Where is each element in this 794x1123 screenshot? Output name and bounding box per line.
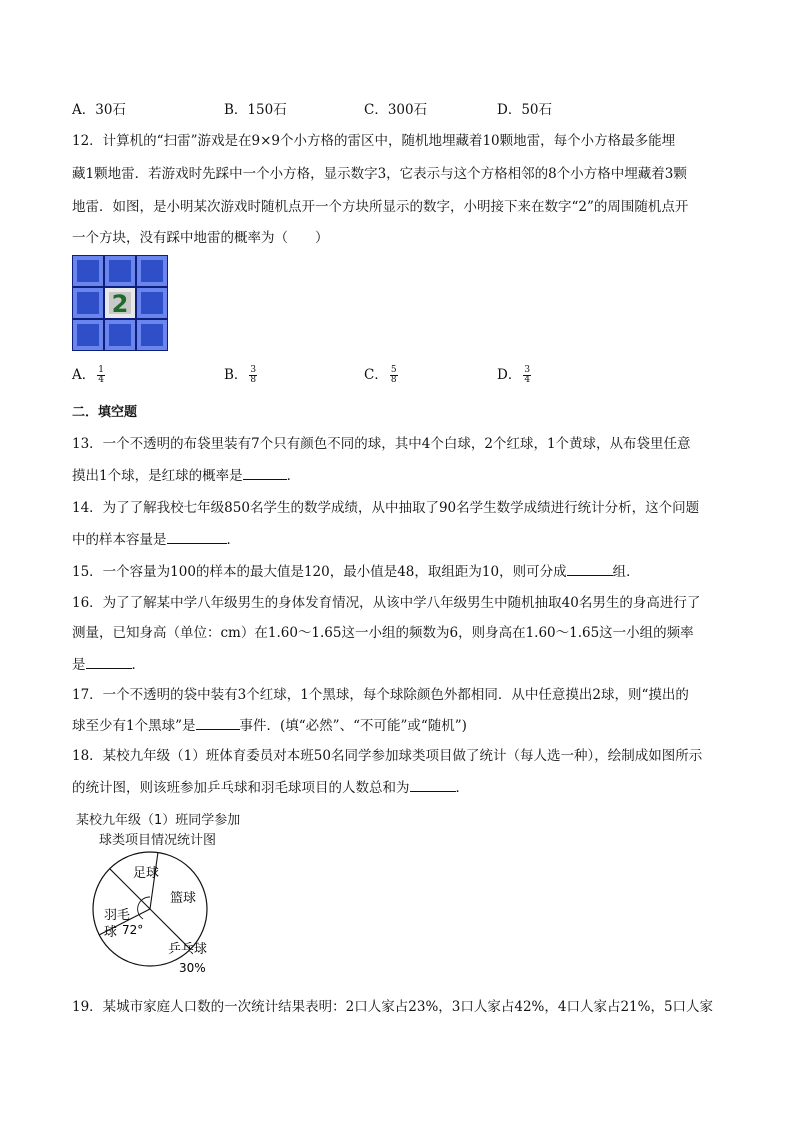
fraction: $\frac{3}{4}$	[524, 365, 531, 385]
mine-cell-face	[109, 260, 131, 282]
mine-cell-face	[141, 324, 163, 346]
slice-label-badminton-bottom: 球	[104, 925, 118, 940]
pie-chart	[72, 810, 272, 985]
slice-value-badminton: 72°	[122, 923, 144, 937]
mine-cell-face	[77, 324, 99, 346]
q15-line: 15．一个容量为100的样本的最大值是120，最小值是48，取组距为10，则可分成 组．	[72, 564, 640, 580]
fraction: $\frac{3}{8}$	[250, 365, 257, 385]
q17-line-2: 球至少有1个黑球”是 事件．(填“必然”、“不可能”或“随机”)	[72, 718, 467, 734]
slice-label-pingpong: 乒乓球	[168, 942, 208, 957]
mine-cell-face	[109, 324, 131, 346]
slice-label-basketball: 篮球	[170, 891, 197, 906]
q17-line-1: 17．一个不透明的袋中装有3个红球，1个黑球，每个球除颜色外都相同．从中任意摸出2球，则“摸出的	[72, 687, 689, 703]
q12-option-d: D． $\frac{3}{4}$	[497, 365, 531, 385]
answer-blank[interactable]	[167, 530, 227, 544]
q16-line-1: 16．为了了解某中学八年级男生的身体发育情况，从该中学八年级男生中随机抽取40名男生的身高进行了	[72, 595, 701, 611]
mine-cell-face	[77, 292, 99, 314]
answer-blank[interactable]	[196, 716, 240, 730]
q16-line-3: 是 ．	[72, 657, 145, 673]
chart-title: 某校九年级（1）班同学参加	[76, 813, 241, 828]
q18-line-1: 18．某校九年级（1）班体育委员对本班50名同学参加球类项目做了统计（每人选一种），绘制成如图所示	[72, 748, 703, 764]
q12-line-3: 地雷．如图，是小明某次游戏时随机点开一个方块所显示的数字，小明接下来在数字“2”的周围随机点开	[72, 199, 689, 215]
slice-value-pingpong: 30%	[179, 961, 206, 975]
q12-line-4: 一个方块，没有踩中地雷的概率为（ ）	[72, 230, 329, 246]
fraction: $\frac{1}{4}$	[98, 365, 104, 385]
mine-cell-face	[141, 260, 163, 282]
mine-cell-face	[141, 292, 163, 314]
angle-arc	[138, 897, 150, 919]
slice-label-football: 足球	[133, 866, 160, 881]
q19-line-1: 19．某城市家庭人口数的一次统计结果表明：2口人家占23%，3口人家占42%，4口人家占21%，5口人家	[72, 999, 714, 1015]
answer-blank[interactable]	[410, 778, 456, 792]
q12-line-1: 12．计算机的“扫雷”游戏是在9×9个小方格的雷区中，随机地埋藏着10颗地雷，每个小方格最多能埋	[72, 133, 676, 149]
answer-blank[interactable]	[86, 655, 132, 669]
q11-option-a: A．30石	[72, 102, 126, 118]
q16-line-2: 测量，已知身高（单位：cm）在1.60～1.65这一小组的频数为6，则身高在1.60～1.65这一小组的频率	[72, 625, 694, 641]
q14-line-1: 14．为了了解我校七年级850名学生的数学成绩，从中抽取了90名学生数学成绩进行统计分析，这个问题	[72, 500, 700, 516]
q11-option-c: C．300石	[364, 102, 428, 118]
q12-line-2: 藏1颗地雷．若游戏时先踩中一个小方格，显示数字3，它表示与这个方格相邻的8个小方格中埋藏着3颗	[72, 166, 687, 182]
q12-option-a: A． $\frac{1}{4}$	[72, 365, 104, 385]
slice-label-badminton-top: 羽毛	[104, 908, 131, 923]
q11-option-b: B．150石	[224, 102, 287, 118]
q12-option-b: B． $\frac{3}{8}$	[224, 365, 257, 385]
answer-blank[interactable]	[243, 466, 287, 480]
mine-number: 2	[111, 290, 129, 318]
q14-line-2: 中的样本容量是 ．	[72, 532, 240, 548]
q13-line-1: 13．一个不透明的布袋里装有7个只有颜色不同的球，其中4个白球，2个红球，1个黄球，从布袋里任意	[72, 436, 691, 452]
q13-line-2: 摸出1个球，是红球的概率是 ．	[72, 468, 301, 484]
q11-option-d: D．50石	[497, 102, 553, 118]
q12-option-c: C． $\frac{5}{8}$	[364, 365, 397, 385]
answer-blank[interactable]	[567, 562, 613, 576]
mine-cell-face	[77, 260, 99, 282]
q18-line-2: 的统计图，则该班参加乒乓球和羽毛球项目的人数总和为 ．	[72, 780, 469, 796]
fraction: $\frac{5}{8}$	[390, 365, 397, 385]
section-heading-fill-in: 二．填空题	[72, 405, 138, 420]
minesweeper-figure	[72, 255, 168, 351]
chart-subtitle: 球类项目情况统计图	[99, 833, 217, 848]
